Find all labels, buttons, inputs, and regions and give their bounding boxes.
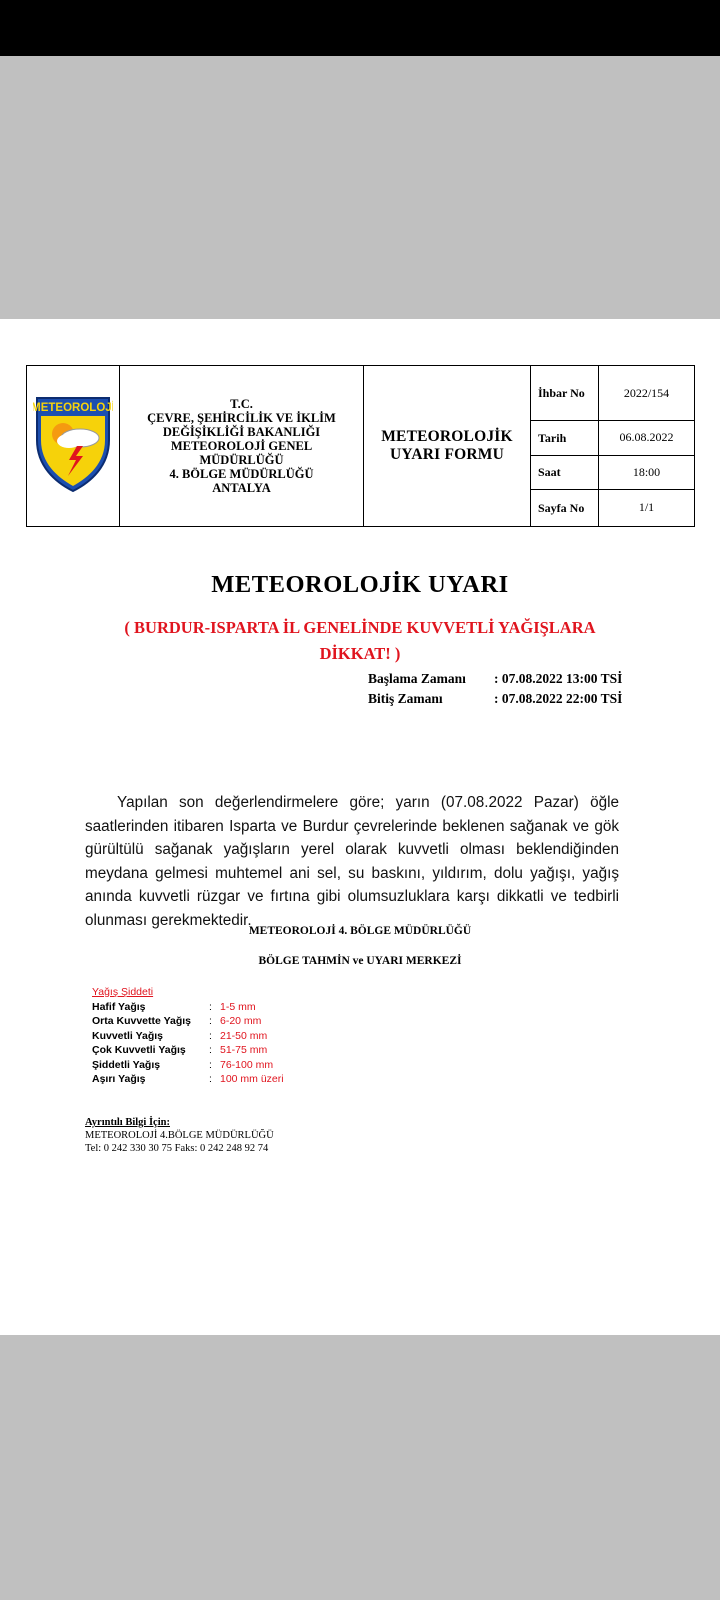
severity-row: [92, 1072, 284, 1087]
contact-org: METEOROLOJİ 4.BÖLGE MÜDÜRLÜĞÜ: [85, 1130, 274, 1141]
field-label: İhbar No: [531, 366, 599, 421]
form-title-line: UYARI FORMU: [390, 446, 504, 463]
viewer-background-top: [0, 56, 720, 319]
field-label: Saat: [531, 455, 599, 489]
logo-cell: [27, 366, 120, 527]
severity-value: 76-100 mm: [220, 1058, 274, 1071]
warning-subtitle: ( BURDUR-ISPARTA İL GENELİNDE KUVVETLİ YAĞIŞLARA DİKKAT! ): [124, 618, 596, 663]
severity-row: [92, 1029, 268, 1044]
org-line: METEOROLOJİ GENEL: [170, 439, 313, 453]
status-bar: [0, 0, 720, 56]
severity-value: 51-75 mm: [220, 1044, 268, 1056]
contact-title: Ayrıntılı Bilgi İçin:: [85, 1117, 170, 1128]
org-line: 4. BÖLGE MÜDÜRLÜĞÜ: [169, 467, 314, 481]
severity-value: 100 mm üzeri: [220, 1073, 284, 1085]
signature-line-1: METEOROLOJİ 4. BÖLGE MÜDÜRLÜĞÜ: [248, 925, 472, 937]
header-table: [26, 365, 695, 527]
org-line: T.C.: [230, 397, 253, 411]
contact-phone: Tel: 0 242 330 30 75 Faks: 0 242 248 92 74: [85, 1143, 269, 1154]
severity-name: Orta Kuvvette Yağış: [92, 1015, 192, 1027]
field-label: Sayfa No: [531, 489, 599, 526]
viewer-background-bottom: [0, 1335, 720, 1600]
org-line: ANTALYA: [212, 481, 271, 495]
logo-text: METEOROLOJİ: [33, 401, 113, 414]
severity-name: Kuvvetli Yağış: [92, 1029, 164, 1042]
severity-colon: :: [209, 1058, 212, 1071]
meteoroloji-logo: [33, 394, 113, 494]
severity-colon: :: [209, 1029, 212, 1042]
field-value: 1/1: [599, 489, 695, 526]
form-title-line: METEOROLOJİK: [381, 428, 513, 445]
field-value: 18:00: [599, 455, 695, 489]
severity-value: 6-20 mm: [220, 1015, 262, 1027]
field-value: 2022/154: [599, 366, 695, 421]
severity-row: [92, 1043, 268, 1058]
severity-value: 1-5 mm: [220, 1000, 256, 1013]
severity-colon: :: [209, 1073, 212, 1085]
org-line: ÇEVRE, ŞEHİRCİLİK VE İKLİM: [147, 411, 336, 425]
severity-row: [92, 1058, 274, 1073]
document-page: [0, 319, 720, 1335]
field-value: 06.08.2022: [599, 421, 695, 455]
end-time-value: : 07.08.2022 22:00 TSİ: [494, 691, 623, 706]
end-time-label: Bitiş Zamanı: [368, 691, 443, 706]
severity-row: [92, 1000, 256, 1015]
severity-title: Yağış Şiddeti: [92, 986, 154, 998]
warning-body-text: Yapılan son değerlendirmelere göre; yarın (07.08.2022 Pazar) öğle saatlerinden itibaren Isparta ve Burdur çevrelerinde beklenen sağanak ve gök gürültülü sağanak yağışların yerel olarak kuvvetli olması beklendiğinden meydana gelmesi muhtemel ani sel, su baskını, yıldırım, dolu yağışı, yağış anında kuvvetli rüzgar ve fırtına gibi olumsuzluklara karşı dikkatli ve tedbirli olunması gerekmektedir.: [85, 794, 619, 929]
organization-cell: [120, 366, 364, 527]
severity-name: Çok Kuvvetli Yağış: [92, 1044, 186, 1056]
org-line: MÜDÜRLÜĞÜ: [199, 453, 284, 467]
severity-value: 21-50 mm: [220, 1029, 268, 1042]
severity-colon: :: [209, 1044, 212, 1056]
start-time-value: : 07.08.2022 13:00 TSİ: [494, 671, 623, 686]
severity-colon: :: [209, 1000, 212, 1013]
severity-name: Şiddetli Yağış: [92, 1058, 161, 1071]
org-line: DEĞİŞİKLİĞİ BAKANLIĞI: [162, 425, 321, 439]
severity-colon: :: [209, 1015, 212, 1027]
severity-name: Hafif Yağış: [92, 1000, 146, 1013]
rain-severity-legend: [92, 985, 284, 1087]
severity-row: [92, 1014, 262, 1029]
signature-line-2: BÖLGE TAHMİN ve UYARI MERKEZİ: [258, 955, 462, 967]
document-title: METEOROLOJİK UYARI: [211, 571, 509, 598]
field-label: Tarih: [531, 421, 599, 455]
form-title-cell: [364, 366, 531, 527]
contact-info: [85, 1116, 274, 1155]
start-time-label: Başlama Zamanı: [368, 671, 466, 686]
severity-name: Aşırı Yağış: [92, 1073, 146, 1085]
